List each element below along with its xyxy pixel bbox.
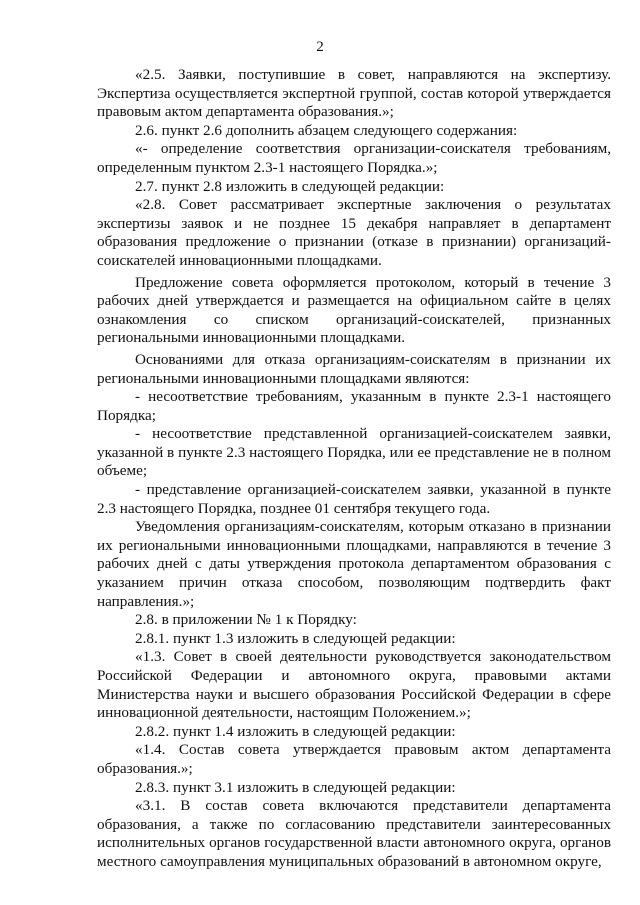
paragraph-1-3-quote: «1.3. Совет в своей деятельности руководствуется законодательством Российской Федерации и автономного округа, правовыми актами Министерства науки и высшего образования Российской Федерации в сфере инновационной деятельности, настоящим Положением.»;: [97, 648, 611, 722]
page-number: 2: [316, 39, 324, 55]
paragraph-2-6-quote: «- определение соответствия организации-соискателя требованиям, определенным пунктом 2.3-1 настоящего Порядка.»;: [97, 140, 611, 176]
paragraph-3-1-quote: «3.1. В состав совета включаются представители департамента образования, а также по согласованию представители заинтересованных исполнительных органов государственной власти автономного округа, органов местного самоуправления муниципальных образований в автономном округе,: [97, 797, 611, 870]
paragraph-2-5: «2.5. Заявки, поступившие в совет, направляются на экспертизу. Экспертиза осуществляется экспертной группой, состав которой утверждается правовым актом департамента образования.»;: [97, 66, 611, 121]
paragraph-2-8-2: 2.8.2. пункт 1.4 изложить в следующей редакции:: [135, 722, 456, 740]
paragraph-2-8-quote: «2.8. Совет рассматривает экспертные заключения о результатах экспертизы заявок и не позднее 15 декабря направляет в департамент образования предложение о признании (отказе в признании) организаций-соискателей инновационными площадками.: [97, 196, 611, 269]
paragraph-2-6: 2.6. пункт 2.6 дополнить абзацем следующего содержания:: [135, 121, 518, 139]
document-body: [97, 66, 611, 872]
paragraph-proposal: Предложение совета оформляется протоколом, который в течение 3 рабочих дней утверждается и размещается на официальном сайте в целях ознакомления со списком организаций-соискателей, признанных региональными инновационными площадками.: [97, 273, 611, 347]
paragraph-2-7: 2.7. пункт 2.8 изложить в следующей редакции:: [135, 177, 445, 195]
paragraph-ground-3: - представление организацией-соискателем заявки, указанной в пункте 2.3 настоящего Порядка, позднее 01 сентября текущего года.: [97, 481, 611, 517]
paragraph-ground-2: - несоответствие представленной организацией-соискателем заявки, указанной в пункте 2.3 настоящего Порядка, или ее представление не в полном объеме;: [97, 425, 611, 480]
paragraph-grounds: Основаниями для отказа организациям-соискателям в признании их региональными инновационными площадками являются:: [97, 350, 611, 387]
paragraph-2-8-1: 2.8.1. пункт 1.3 изложить в следующей редакции:: [135, 629, 456, 647]
paragraph-2-8-3: 2.8.3. пункт 3.1 изложить в следующей редакции:: [135, 778, 456, 796]
paragraph-ground-1: - несоответствие требованиям, указанным в пункте 2.3-1 настоящего Порядка;: [97, 388, 611, 424]
paragraph-2-8-appendix: 2.8. в приложении № 1 к Порядку:: [135, 611, 357, 629]
paragraph-notifications: Уведомления организациям-соискателям, которым отказано в признании их региональными инновационными площадками, направляются в течение 3 рабочих дней с даты утверждения протокола департаментом образования с указанием причин отказа способом, позволяющим подтвердить факт направления.»;: [97, 518, 611, 610]
paragraph-1-4-quote: «1.4. Состав совета утверждается правовым актом департамента образования.»;: [97, 741, 611, 777]
